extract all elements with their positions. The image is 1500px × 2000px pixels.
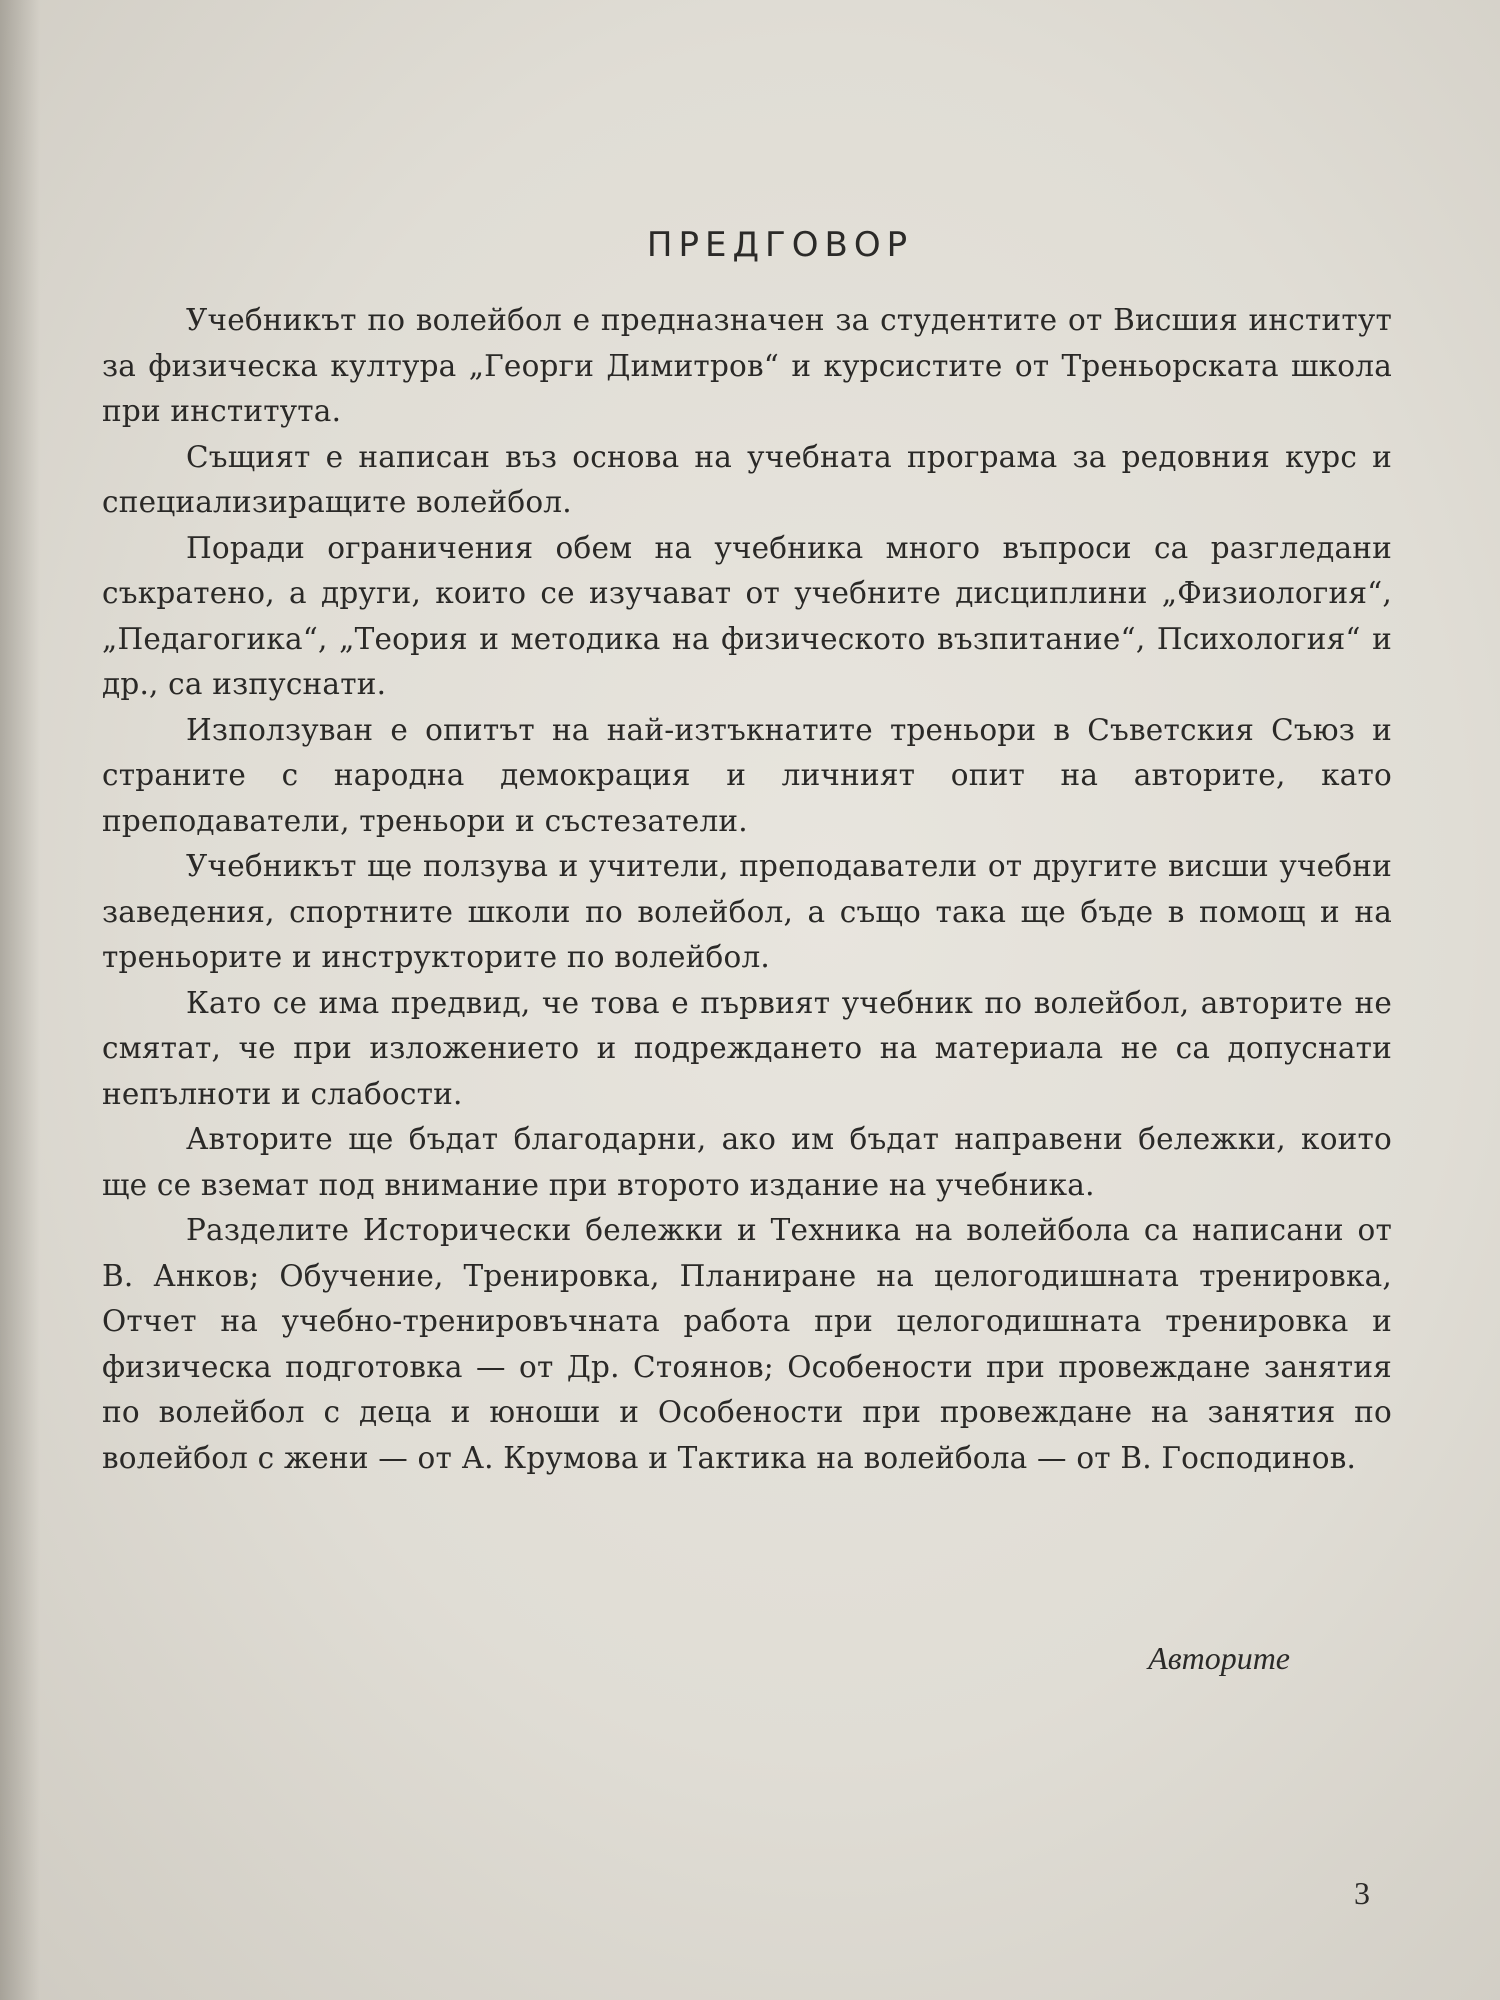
- page-edge-shadow: [0, 0, 40, 2000]
- preface-body: [102, 298, 1392, 1481]
- paragraph: Учебникът по волейбол е предназначен за студентите от Висшия институт за физическа култура „Георги Димитров“ и курсистите от Треньорската школа при института.: [102, 303, 1392, 428]
- paragraph: Като се има предвид, че това е първият учебник по волейбол, авторите не смятат, че при изложението и подреждането на материала не са допуснати непълноти и слабости.: [102, 985, 1392, 1111]
- paragraph: Използуван е опитът на най-изтъкнатите треньори в Съветския Съюз и страните с народна демокрация и личният опит на авторите, като преподаватели, треньори и състезатели.: [102, 712, 1392, 838]
- authors-signature: Авторите: [1148, 1640, 1290, 1676]
- page-title: ПРЕДГОВОР: [646, 225, 914, 265]
- paragraph: Същият е написан въз основа на учебната програма за редовния курс и специализиращите волейбол.: [102, 439, 1392, 519]
- paragraph: Поради ограничения обем на учебника много въпроси са разгледани съкратено, а други, които се изучават от учебните дисциплини „Физиология“, „Педагогика“, „Теория и методика на физическото възпитание“, Психология“ и др., са изпуснати.: [102, 530, 1392, 701]
- paragraph: Учебникът ще ползува и учители, преподаватели от другите висши учебни заведения, спортните школи по волейбол, а също така ще бъде в помощ и на треньорите и инструкторите по волейбол.: [102, 849, 1392, 974]
- page-number: 3: [1354, 1875, 1370, 1911]
- paragraph: Авторите ще бъдат благодарни, ако им бъдат направени бележки, които ще се вземат под внимание при второто издание на учебника.: [102, 1122, 1392, 1202]
- paragraph: Разделите Исторически бележки и Техника на волейбола са написани от В. Анков; Обучение, Тренировка, Планиране на целогодишната тренировка, Отчет на учебно-тренировъчната работа при целогодишната тренировка и физическа подготовка — от Др. Стоянов; Особености при провеждане занятия по волейбол с деца и юноши и Особености при провеждане на занятия по волейбол с жени — от А. Крумова и Тактика на волейбола — от В. Господинов.: [102, 1213, 1392, 1475]
